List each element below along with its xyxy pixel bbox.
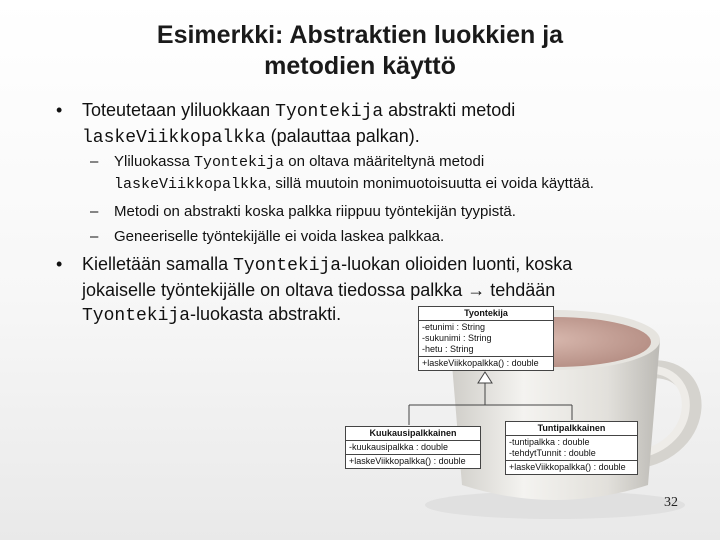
uml-attributes xyxy=(419,321,553,357)
uml-attributes xyxy=(506,436,637,461)
sub-bullet-3 xyxy=(90,226,445,247)
bullet-symbol: • xyxy=(56,254,63,274)
uml-class-name: Tuntipalkkainen xyxy=(506,422,637,436)
sub-bullet-2 xyxy=(90,201,516,222)
page-number: 32 xyxy=(664,495,678,510)
slide-title-line1: Esimerkki: Abstraktien luokkien ja xyxy=(156,21,564,49)
bullet-1-text: Toteutetaan yliluokkaan xyxy=(82,100,276,120)
uml-class-tyontekija xyxy=(418,306,554,371)
uml-class-kuukausipalkkainen xyxy=(345,426,481,469)
dash-symbol: – xyxy=(90,228,99,245)
sub-bullet-1 xyxy=(90,151,704,195)
code-tyontekija: Tyontekija xyxy=(82,306,191,326)
bullet-2-text: jokaiselle työntekijälle on oltava tiedossa palkka xyxy=(82,280,468,300)
bullet-2-text: tehdään xyxy=(485,280,556,300)
uml-attribute: -hetu : String xyxy=(422,344,474,354)
bullet-2-text: -luokasta abstrakti. xyxy=(190,304,342,324)
code-tyontekija: Tyontekija xyxy=(194,154,285,171)
uml-attribute: -tehdytTunnit : double xyxy=(509,448,596,458)
bullet-1-text: abstrakti metodi xyxy=(383,100,516,120)
uml-operation: +laskeViikkopalkka() : double xyxy=(422,358,539,368)
sub-bullet-2-text: Metodi on abstrakti koska palkka riippuu työntekijän tyypistä. xyxy=(114,203,516,220)
uml-operation: +laskeViikkopalkka() : double xyxy=(349,456,466,466)
bullet-symbol: • xyxy=(56,100,63,120)
uml-attributes xyxy=(346,441,480,455)
uml-operations xyxy=(346,455,480,468)
bullet-2-text: -luokan olioiden luonti, koska xyxy=(341,254,573,274)
uml-operations xyxy=(419,357,553,370)
code-laskeviikkopalkka: laskeViikkopalkka xyxy=(82,128,266,148)
dash-symbol: – xyxy=(90,203,99,220)
uml-class-name: Kuukausipalkkainen xyxy=(346,427,480,441)
bullet-1 xyxy=(56,98,682,150)
arrow-icon: → xyxy=(467,280,486,300)
sub-bullet-1-text: , sillä muutoin monimuotoisuutta ei voida käyttää. xyxy=(267,175,594,192)
code-laskeviikkopalkka: laskeViikkopalkka xyxy=(114,176,268,193)
slide-title xyxy=(60,20,660,82)
slide-title-line2: metodien käyttö xyxy=(264,52,456,80)
uml-class-tuntipalkkainen xyxy=(505,421,638,475)
bullet-2-text: Kielletään samalla xyxy=(82,254,234,274)
uml-attribute: -sukunimi : String xyxy=(422,333,492,343)
uml-attribute: -etunimi : String xyxy=(422,322,486,332)
code-tyontekija: Tyontekija xyxy=(233,256,342,276)
uml-attribute: -tuntipalkka : double xyxy=(509,437,590,447)
sub-bullet-1-text: Yliluokassa xyxy=(114,153,195,170)
code-tyontekija: Tyontekija xyxy=(275,102,384,122)
bullet-1-text: (palauttaa palkan). xyxy=(265,126,420,146)
uml-operation: +laskeViikkopalkka() : double xyxy=(509,462,626,472)
sub-bullet-3-text: Geneeriselle työntekijälle ei voida laskea palkkaa. xyxy=(114,228,445,245)
sub-bullet-1-text: on oltava määriteltynä metodi xyxy=(284,153,485,170)
uml-class-name: Tyontekija xyxy=(419,307,553,321)
uml-operations xyxy=(506,461,637,474)
dash-symbol: – xyxy=(90,153,99,170)
uml-attribute: -kuukausipalkka : double xyxy=(349,442,449,452)
